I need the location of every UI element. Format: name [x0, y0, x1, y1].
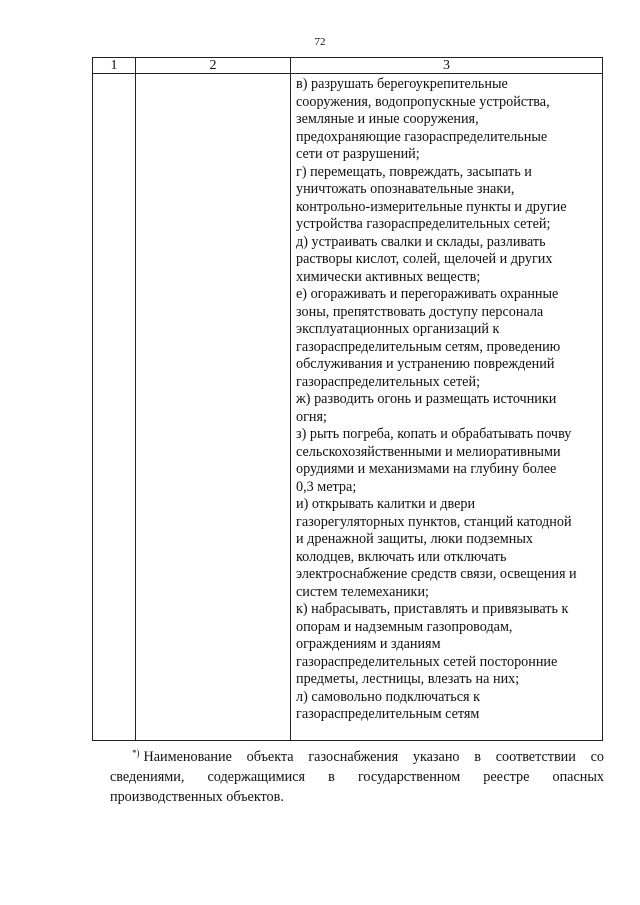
content-table: [92, 57, 603, 741]
text-line: эксплуатационных организаций к: [296, 321, 500, 337]
page-number: 72: [314, 36, 326, 48]
table-row: [93, 74, 603, 741]
empty-cell-col1: [93, 74, 136, 741]
text-line: систем телемеханики;: [296, 583, 429, 600]
text-line: 0,3 метра;: [296, 478, 357, 495]
text-line: газораспределительным сетям, проведению: [296, 338, 561, 355]
text-line: газораспределительным сетям: [296, 706, 480, 722]
column-header-3: 3: [291, 58, 603, 74]
text-line: контрольно-измерительные пункты и другие: [296, 198, 567, 215]
column-header-2: 2: [136, 58, 291, 74]
text-line: электроснабжение средств связи, освещения и: [296, 566, 577, 582]
text-line: предметы, лестницы, влезать на них;: [296, 671, 520, 687]
text-line: сооружения, водопропускные устройства,: [296, 93, 550, 110]
text-line: обслуживания и устранению повреждений: [296, 356, 555, 372]
text-line: огня;: [296, 408, 327, 425]
text-line: орудиями и механизмами на глубину более: [296, 461, 557, 477]
text-line: г) перемещать, повреждать, засыпать и: [296, 163, 532, 180]
text-line: сельскохозяйственными и мелиоративными: [296, 443, 561, 460]
text-line: ограждениям и зданиям: [296, 636, 441, 652]
text-line: е) огораживать и перегораживать охранные: [296, 286, 559, 302]
text-line: опорам и надземным газопроводам,: [296, 618, 513, 635]
text-line: к) набрасывать, приставлять и привязывать к: [296, 601, 569, 617]
text-line: з) рыть погреба, копать и обрабатывать почву: [296, 426, 572, 442]
text-line: химически активных веществ;: [296, 268, 481, 285]
text-line: земляные и иные сооружения,: [296, 111, 479, 127]
text-line: сети от разрушений;: [296, 146, 420, 162]
text-line: в) разрушать берегоукрепительные: [296, 76, 508, 92]
text-line: газорегуляторных пунктов, станций катодной: [296, 513, 572, 530]
column-header-1: 1: [93, 58, 136, 74]
empty-cell-col2: [136, 74, 291, 741]
text-line: газораспределительных сетей;: [296, 373, 481, 390]
footnote-line-1-text: Наименование объекта газоснабжения указано в соответствии со: [143, 749, 604, 765]
text-line: газораспределительных сетей посторонние: [296, 653, 558, 670]
text-line: колодцев, включать или отключать: [296, 548, 507, 565]
footnote-line-3: производственных объектов.: [110, 789, 284, 805]
text-line: растворы кислот, солей, щелочей и других: [296, 251, 553, 267]
text-line: устройства газораспределительных сетей;: [296, 216, 551, 232]
text-line: л) самовольно подключаться к: [296, 688, 481, 705]
footnote-line-1: [110, 743, 604, 767]
text-line: и дренажной защиты, люки подземных: [296, 531, 533, 547]
table-header-row: [93, 58, 603, 74]
text-line: ж) разводить огонь и размещать источники: [296, 391, 557, 407]
text-line: и) открывать калитки и двери: [296, 496, 476, 512]
footnote: [110, 743, 604, 807]
prohibitions-cell: [291, 74, 603, 741]
text-line: уничтожать опознавательные знаки,: [296, 181, 515, 197]
text-line: предохраняющие газораспределительные: [296, 128, 548, 145]
footnote-marker: *): [132, 748, 140, 758]
text-line: д) устраивать свалки и склады, разливать: [296, 233, 546, 250]
footnote-line-2: сведениями, содержащимися в государственном реестре опасных: [110, 769, 604, 785]
text-line: зоны, препятствовать доступу персонала: [296, 303, 544, 320]
prohibitions-list: [296, 76, 599, 724]
